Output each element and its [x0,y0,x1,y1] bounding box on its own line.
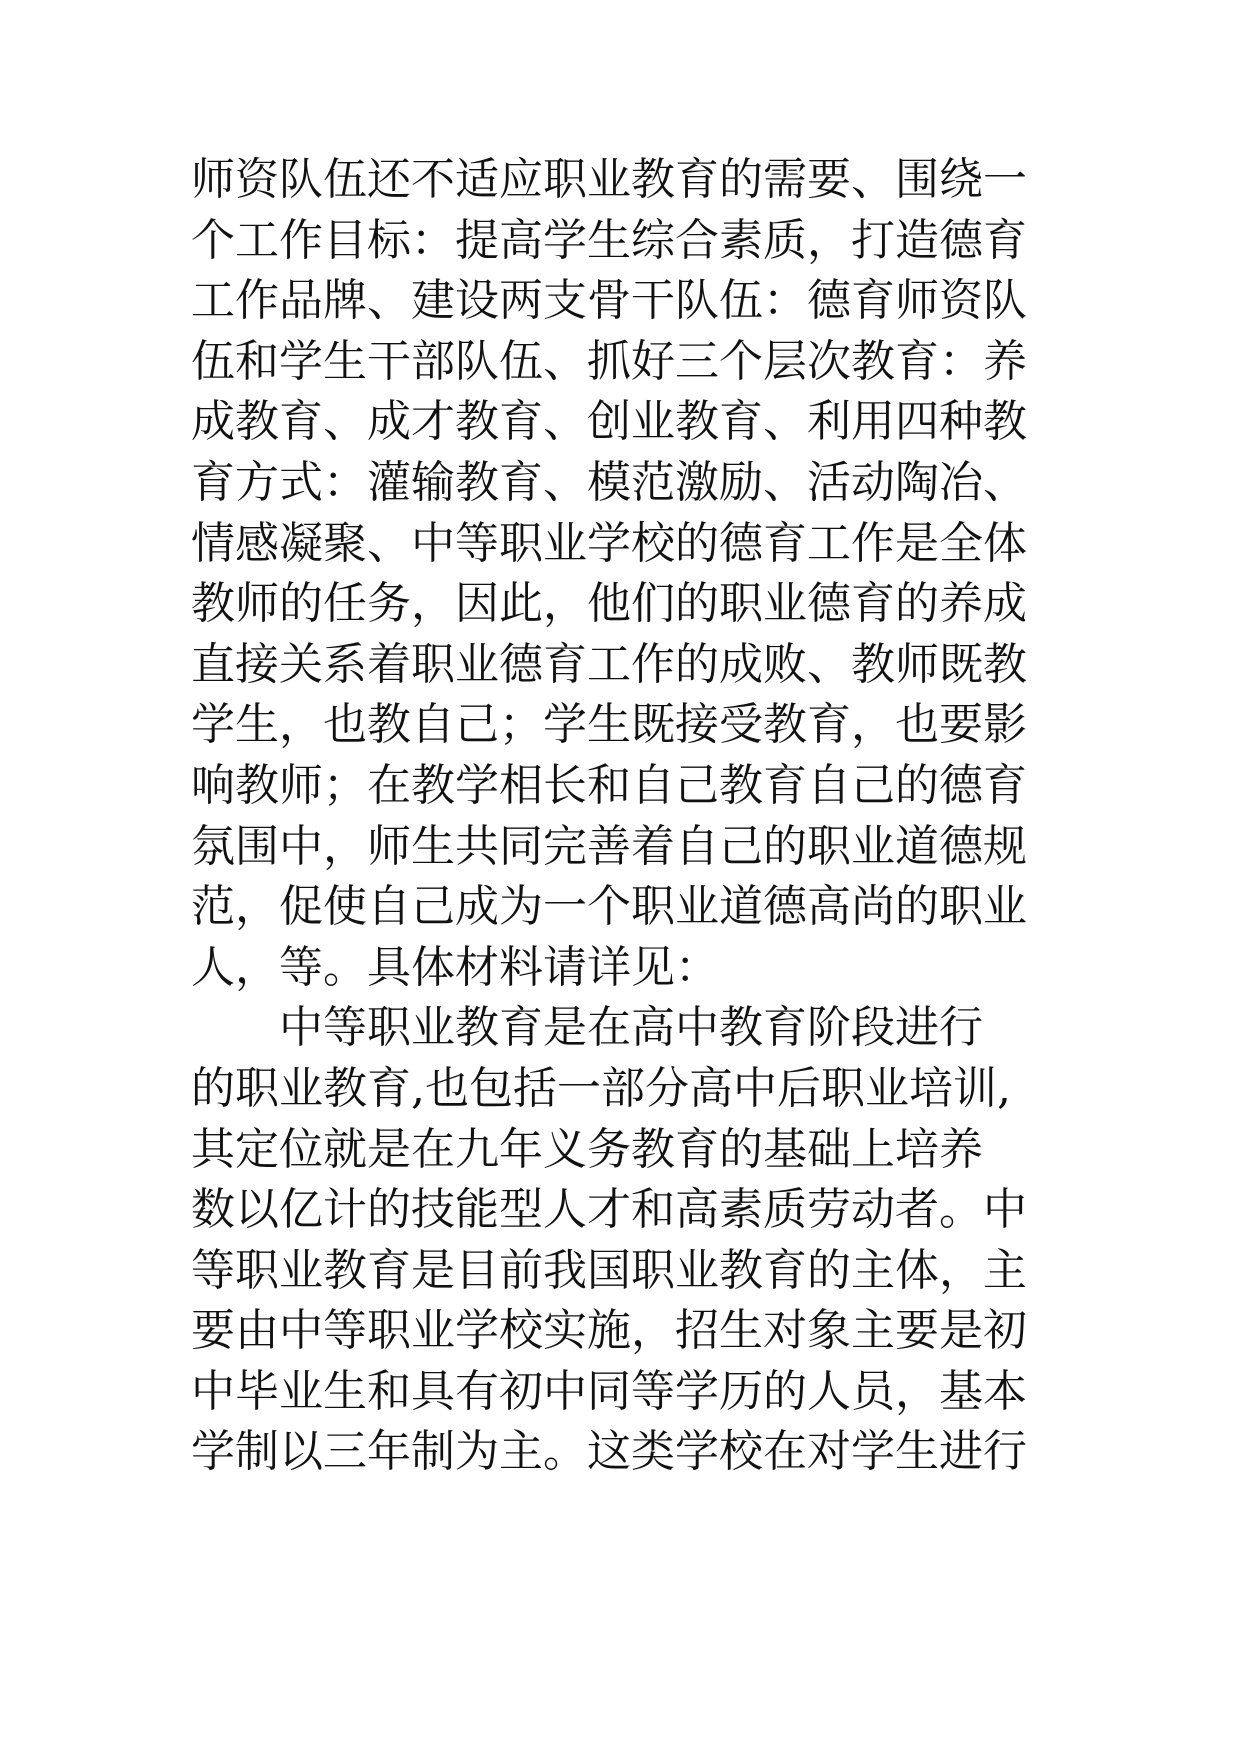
text-line: 范，促使自己成为一个职业道德高尚的职业 [191,881,1027,933]
text-line: 的职业教育,也包括一部分高中后职业培训, [191,1062,1011,1114]
paragraph-start-line: 中等职业教育是在高中教育阶段进行 [279,1002,983,1054]
text-line: 伍和学生干部队伍、抓好三个层次教育：养 [191,335,1027,387]
text-line: 工作品牌、建设两支骨干队伍：德育师资队 [191,275,1027,327]
text-line: 人，等。具体材料请详见： [191,941,719,993]
text-line: 师资队伍还不适应职业教育的需要、围绕一 [191,154,1027,205]
text-line: 中毕业生和具有初中同等学历的人员，基本 [191,1365,1027,1417]
text-line: 等职业教育是目前我国职业教育的主体，主 [191,1244,1027,1296]
text-line: 要由中等职业学校实施，招生对象主要是初 [191,1305,1027,1357]
text-line: 情感凝聚、中等职业学校的德育工作是全体 [191,517,1027,569]
text-line: 教师的任务，因此，他们的职业德育的养成 [191,578,1027,630]
text-line: 氛围中，师生共同完善着自己的职业道德规 [191,820,1027,872]
text-line: 育方式：灌输教育、模范激励、活动陶冶、 [191,456,1027,508]
text-line: 成教育、成才教育、创业教育、利用四种教 [191,396,1027,448]
text-line: 个工作目标：提高学生综合素质，打造德育 [191,214,1027,266]
text-line: 直接关系着职业德育工作的成败、教师既教 [191,638,1027,690]
text-line: 响教师；在教学相长和自己教育自己的德育 [191,759,1027,811]
text-line: 其定位就是在九年义务教育的基础上培养 [191,1123,983,1175]
text-line: 学生，也教自己；学生既接受教育，也要影 [191,699,1027,751]
body-text [191,150,1071,1483]
text-line: 学制以三年制为主。这类学校在对学生进行 [191,1426,1027,1478]
text-line: 数以亿计的技能型人才和高素质劳动者。中 [191,1184,1027,1236]
